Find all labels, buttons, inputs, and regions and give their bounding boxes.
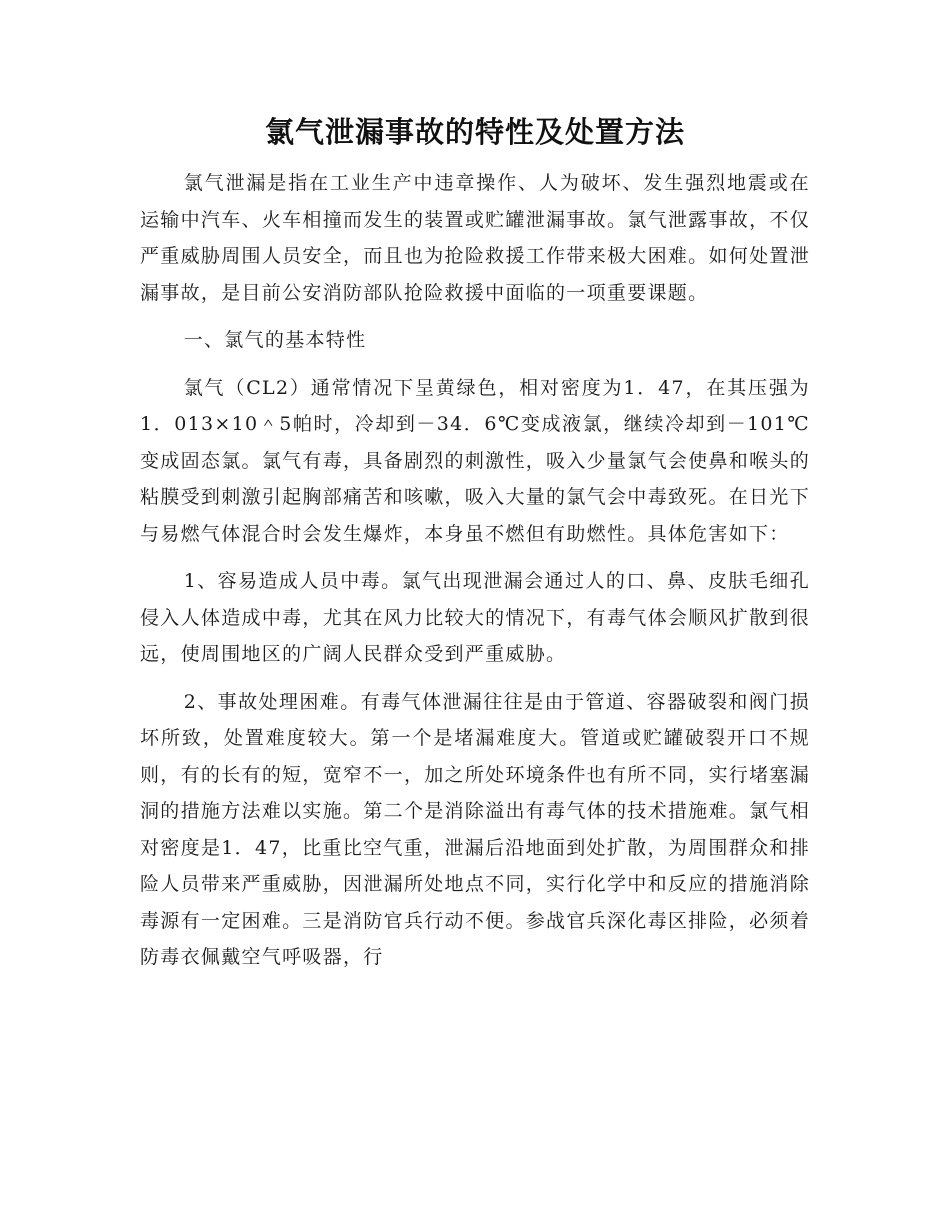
properties-paragraph: 氯气（CL2）通常情况下呈黄绿色，相对密度为1．47，在其压强为1．013×10＾5帕时，冷却到－34．6℃变成液氯，继续冷却到－101℃变成固态氯。氯气有毒，具备剧烈的刺激性，吸入少量氯气会使鼻和喉头的粘膜受到刺激引起胸部痛苦和咳嗽，吸入大量的氯气会中毒致死。在日光下与易燃气体混合时会发生爆炸，本身虽不燃但有助燃性。具体危害如下： <box>140 376 810 545</box>
document-body <box>140 165 810 987</box>
document-title: 氯气泄漏事故的特性及处置方法 <box>264 115 685 149</box>
intro-paragraph: 氯气泄漏是指在工业生产中违章操作、人为破坏、发生强烈地震或在运输中汽车、火车相撞而发生的装置或贮罐泄漏事故。氯气泄露事故，不仅严重威胁周围人员安全，而且也为抢险救援工作带来极大困难。如何处置泄漏事故，是目前公安消防部队抢险救援中面临的一项重要课题。 <box>140 172 810 304</box>
hazard-item-1: 1、容易造成人员中毒。氯气出现泄漏会通过人的口、鼻、皮肤毛细孔侵入人体造成中毒，尤其在风力比较大的情况下，有毒气体会顺风扩散到很远，使周围地区的广阔人民群众受到严重威胁。 <box>140 570 810 665</box>
hazard-item-2: 2、事故处理困难。有毒气体泄漏往往是由于管道、容器破裂和阀门损坏所致，处置难度较大。第一个是堵漏难度大。管道或贮罐破裂开口不规则，有的长有的短，宽窄不一，加之所处环境条件也有所不同，实行堵塞漏洞的措施方法难以实施。第二个是消除溢出有毒气体的技术措施难。氯气相对密度是1．47，比重比空气重，泄漏后沿地面到处扩散，为周围群众和排险人员带来严重威胁，因泄漏所处地点不同，实行化学中和反应的措施消除毒源有一定困难。三是消防官兵行动不便。参战官兵深化毒区排险，必须着防毒衣佩戴空气呼吸器，行 <box>140 690 810 968</box>
section-heading: 一、氯气的基本特性 <box>183 329 367 351</box>
